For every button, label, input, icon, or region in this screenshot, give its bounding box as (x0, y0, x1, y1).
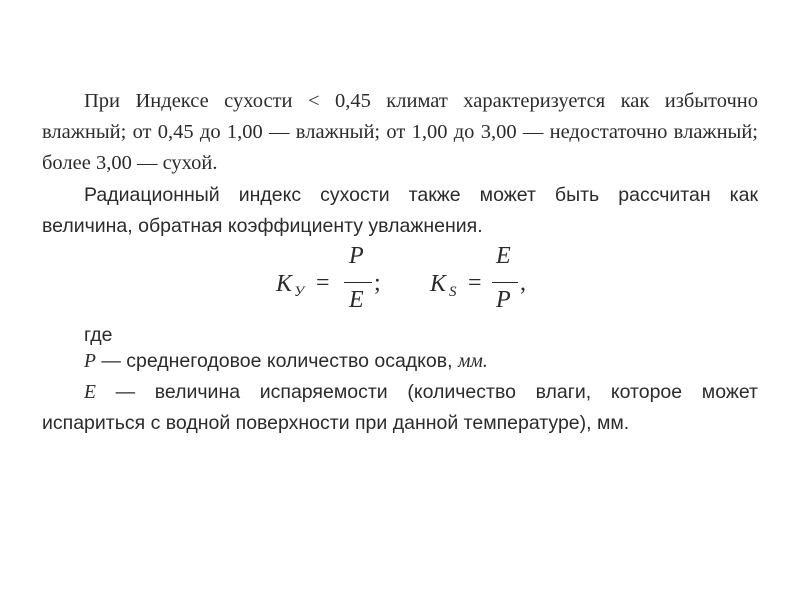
radiation-index-paragraph: Радиационный индекс сухости также может быть рассчитан как величина, обратная коэффициенту увлажнения. (42, 184, 758, 237)
formula-ky-subscript: У (294, 284, 305, 300)
formula-ks-comma: , (520, 270, 526, 296)
formula-ks-subscript: S (449, 284, 457, 300)
legend-e-paragraph (42, 377, 758, 439)
formula-ks-symbol: K (430, 271, 447, 297)
legend-p-unit: мм. (457, 351, 488, 372)
formula-ky-equals: = (316, 270, 330, 296)
aridity-index-paragraph: При Индексе сухости < 0,45 климат характеризуется как избыточно влажный; от 0,45 до 1,00 — влажный; от 1,00 до 3,00 — недостаточно влажный; более 3,00 — сухой. (42, 90, 758, 174)
formula-ky-denominator: E (349, 287, 364, 313)
formula-ks-equals: = (468, 270, 482, 296)
legend-p-text: — среднегодовое количество осадков, (95, 350, 458, 372)
formula-ky-symbol: K (276, 271, 293, 297)
legend-e-symbol: E (84, 382, 96, 403)
where-label: где (84, 324, 113, 346)
legend-p-line (42, 346, 758, 377)
formula-ks-fraction-bar (492, 282, 518, 283)
formula-ky-numerator: P (349, 243, 364, 269)
formula-ky-fraction-bar (344, 282, 372, 283)
legend-p-symbol: P (84, 351, 96, 372)
formula-ks-denominator: P (496, 287, 511, 313)
formula-ks-numerator: E (496, 243, 511, 269)
formula-ky-semicolon: ; (374, 270, 381, 296)
legend-e-text: — величина испаряемости (количество влаги, которое может испариться с водной поверхности при данной температуре), мм. (42, 381, 758, 434)
